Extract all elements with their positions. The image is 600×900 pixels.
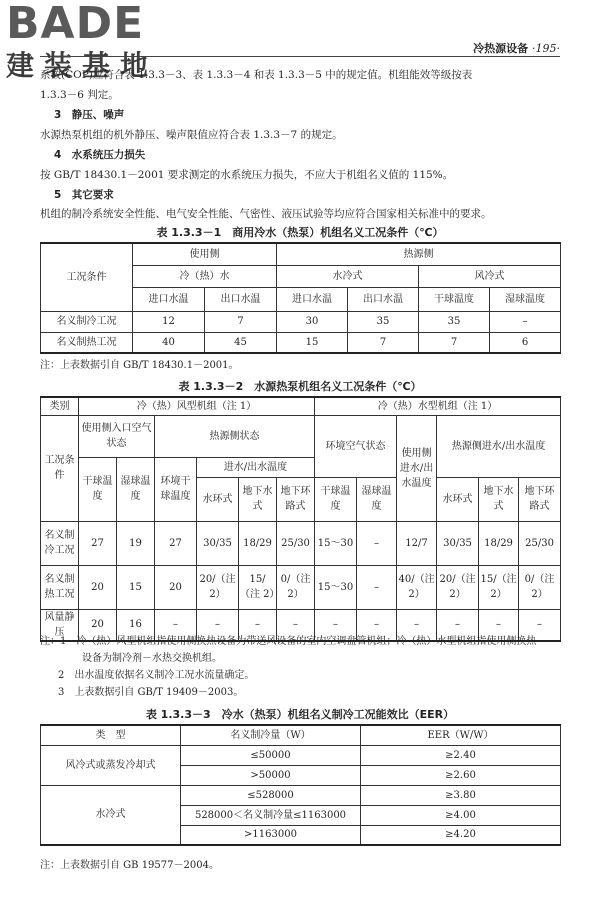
table1-title: 表 1.3.3－1 商用冷水（热泵）机组名义工况条件（℃） [156,226,444,239]
item4-text: 按 GB/T 18430.1－2001 要求测定的水系统压力损失，不应大于机组名义值的 115%。 [40,169,454,181]
t3-cell: ≤50000 [181,745,361,765]
t3-type-water: 水冷式 [41,785,181,845]
t2-h-ambient-air: 环境空气状态 [315,415,397,477]
body-line-2: 1.3.3－6 判定。 [40,89,119,101]
t1-cell: 6 [490,332,561,353]
table-row [41,565,561,609]
t2-h-category: 类别 [41,397,79,415]
page-number: ·195· [532,42,560,55]
t2-h-wet-bulb: 湿球温度 [117,457,155,521]
table3 [40,724,561,846]
t2-cell: 30/35 [197,521,239,565]
table-row [41,785,561,805]
table3-note: 注：上表数据引自 GB 19577－2004。 [40,860,219,871]
item3-text: 水源热泵机组的机外静压、噪声限值应符合表 1.3.3－7 的规定。 [40,129,343,141]
t2-h-ambient-dry: 环境干球温度 [155,457,197,521]
item3-heading: 3 静压、噪声 [54,109,125,121]
t2-h-use-water: 使用侧进水/出水温度 [397,415,437,521]
t1-h-water-cooled: 水冷式 [277,265,419,287]
t1-h-condition: 工况条件 [41,243,133,311]
t1-h-inlet: 进口水温 [133,287,205,311]
t2-cell: – [519,609,561,641]
table-row [41,311,561,332]
t2-h-ground-water: 地下水式 [239,477,277,521]
t2-cell: 12/7 [397,521,437,565]
t1-cell: 15 [277,332,348,353]
t2-cell: 25/30 [277,521,315,565]
t1-cell: – [490,311,561,332]
t2-h-in-out: 进水/出水温度 [197,457,315,477]
section-title: 冷热源设备 [473,42,529,55]
t2-cell: – [315,609,357,641]
t3-cell: >50000 [181,765,361,785]
t1-cell: 35 [348,311,419,332]
t2-cell: 25/30 [519,521,561,565]
t2-h-loop: 水环式 [197,477,239,521]
t2-cell: 15～30 [315,565,357,609]
item5-heading: 5 其它要求 [54,189,114,201]
t1-h-chilled-water: 冷（热）水 [133,265,277,287]
t2-cell: – [397,609,437,641]
t2-cell: 40/（注 2） [397,565,437,609]
table2-note-1b: 设备为制冷剂－水热交换机组。 [82,653,222,664]
t3-h-capacity: 名义制冷量（W） [181,725,361,745]
t2-cell: – [197,609,239,641]
table3-title: 表 1.3.3－3 冷水（热泵）机组名义制冷工况能效比（EER） [145,708,455,721]
t1-cell: 7 [419,332,490,353]
t2-h-air-type: 冷（热）风型机组（注 1） [79,397,315,415]
t2-cell: – [239,609,277,641]
t2-h-loop2: 水环式 [437,477,479,521]
t1-h-source-side: 热源侧 [277,243,561,265]
t2-h-water-type: 冷（热）水型机组（注 1） [315,397,561,415]
t1-h-inlet2: 进口水温 [277,287,348,311]
t1-h-outlet2: 出口水温 [348,287,419,311]
t2-cell: – [357,565,397,609]
table2-note-2: 2 出水温度依据名义制冷工况水流量确定。 [58,670,255,681]
t2-cell: 27 [155,521,197,565]
logo-wordmark: BADE [6,0,145,49]
t2-cell: 20 [79,565,117,609]
t1-cell: 名义制热工况 [41,332,133,353]
t3-cell: ≤528000 [181,785,361,805]
t2-cell: 30/35 [437,521,479,565]
t1-cell: 12 [133,311,205,332]
t2-cell: 27 [79,521,117,565]
t1-cell: 30 [277,311,348,332]
t2-h-ground-water2: 地下水式 [479,477,519,521]
t1-cell: 7 [348,332,419,353]
item5-text: 机组的制冷系统安全性能、电气安全性能、气密性、液压试验等均应符合国家相关标准中的要求。 [40,208,492,220]
t2-cell: – [437,609,479,641]
table1-note: 注：上表数据引自 GB/T 18430.1－2001。 [40,360,239,371]
t2-cell: – [357,521,397,565]
t2-cell: 名义制热工况 [41,565,79,609]
t2-cell: – [479,609,519,641]
t2-cell: – [357,609,397,641]
logo-subtitle: 建装基地 [6,49,159,82]
t1-cell: 45 [205,332,277,353]
t3-cell: 528000＜名义制冷量≤1163000 [181,805,361,825]
t2-cell: 风量静压 [41,609,79,641]
item4-heading: 4 水系统压力损失 [54,149,146,161]
table-row [41,521,561,565]
table-row [41,745,561,765]
t2-h-source-state: 热源侧状态 [155,415,315,457]
t2-cell: 18/29 [479,521,519,565]
t2-cell: 0/（注 2） [519,565,561,609]
t2-h-condition: 工况条件 [41,415,79,521]
t1-h-air-cooled: 风冷式 [419,265,561,287]
t2-cell: 16 [117,609,155,641]
t2-cell: 15/（注 2） [239,565,277,609]
t2-h-source-water: 热源侧进水/出水温度 [437,415,561,477]
header-rule [40,56,560,57]
t1-cell: 7 [205,311,277,332]
table-row [41,332,561,353]
t2-h-indoor-air: 使用侧入口空气状态 [79,415,155,457]
table2 [40,396,561,642]
t1-h-outlet: 出口水温 [205,287,277,311]
table2-note-1: 注：1 冷（热）风型机组指使用侧换热设备为带送风设备的室内空调盘管机组；冷（热）水型机组指使用侧换热 [40,636,537,647]
t2-cell: – [277,609,315,641]
t2-h-dry-bulb: 干球温度 [79,457,117,521]
t3-type-air: 风冷式或蒸发冷却式 [41,745,181,785]
t2-cell: 18/29 [239,521,277,565]
table2-title: 表 1.3.3－2 水源热泵机组名义工况条件（℃） [178,380,422,393]
t2-cell: 20/（注 2） [197,565,239,609]
t2-cell: 19 [117,521,155,565]
t3-cell: ≥3.80 [361,785,561,805]
table2-note-3: 3 上表数据引自 GB/T 19409－2003。 [58,687,244,698]
t2-cell: 20/（注 2） [437,565,479,609]
t2-h-ground-loop: 地下环路式 [277,477,315,521]
t3-cell: >1163000 [181,825,361,845]
t1-h-dry-bulb: 干球温度 [419,287,490,311]
t2-cell: 15～30 [315,521,357,565]
t2-cell: 20 [155,565,197,609]
t2-cell: – [155,609,197,641]
t1-cell: 40 [133,332,205,353]
t2-h-wet2: 湿球温度 [357,477,397,521]
t3-cell: ≥4.00 [361,805,561,825]
t1-cell: 35 [419,311,490,332]
running-header [473,40,560,56]
t3-cell: ≥2.60 [361,765,561,785]
t1-h-wet-bulb: 湿球温度 [490,287,561,311]
t2-cell: 20 [79,609,117,641]
t2-cell: 名义制冷工况 [41,521,79,565]
table1 [40,242,561,354]
t2-h-ground-loop2: 地下环路式 [519,477,561,521]
t2-cell: 0/（注 2） [277,565,315,609]
t1-h-use-side: 使用侧 [133,243,277,265]
t3-cell: ≥4.20 [361,825,561,845]
t3-h-type: 类 型 [41,725,181,745]
t3-cell: ≥2.40 [361,745,561,765]
t1-cell: 名义制冷工况 [41,311,133,332]
t3-h-eer: EER（W/W） [361,725,561,745]
body-line-1: 系数(COP)应符合表 1.3.3－3、表 1.3.3－4 和表 1.3.3－5 中的规定值。机组能效等级按表 [40,69,473,81]
t2-cell: 15 [117,565,155,609]
t2-h-dry2: 干球温度 [315,477,357,521]
t2-cell: 15/（注 2） [479,565,519,609]
